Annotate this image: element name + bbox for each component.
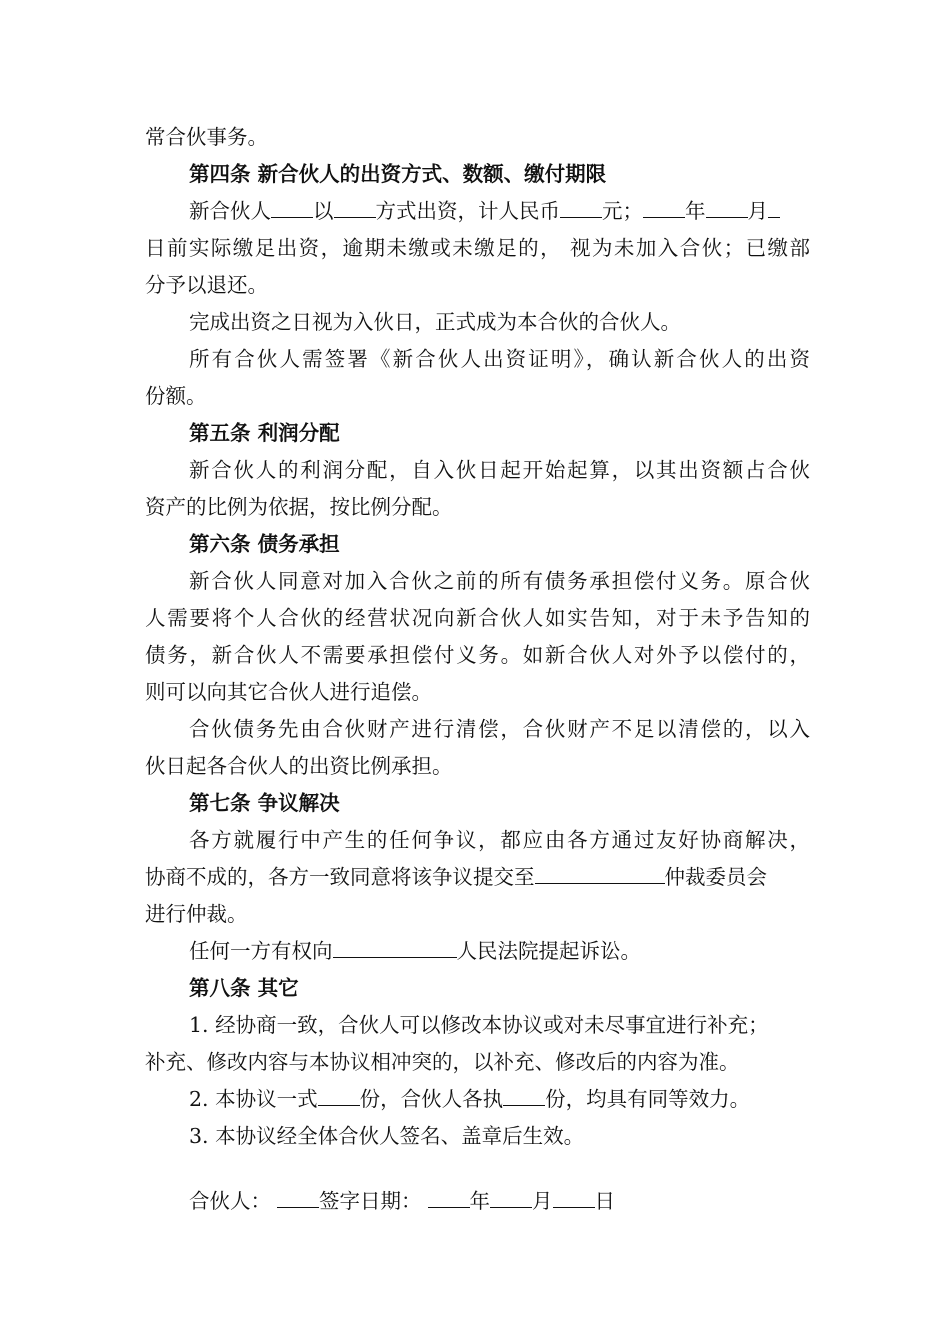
paragraph-line: 各方就履行中产生的任何争议，都应由各方通过友好协商解决， bbox=[189, 828, 810, 852]
paragraph-line: 任何一方有权向 人民法院提起诉讼。 bbox=[189, 939, 641, 963]
paragraph-line: 协商不成的，各方一致同意将该争议提交至 仲裁委员会 bbox=[145, 865, 767, 889]
day-blank[interactable] bbox=[553, 1187, 595, 1208]
list-item: 1. 经协商一致，合伙人可以修改本协议或对未尽事宜进行补充； bbox=[189, 1013, 769, 1037]
year-blank[interactable] bbox=[428, 1187, 470, 1208]
paragraph-line: 补充、修改内容与本协议相冲突的，以补充、修改后的内容为准。 bbox=[145, 1050, 740, 1074]
court-blank[interactable] bbox=[333, 937, 457, 958]
list-item: 2. 本协议一式 份，合伙人各执 份，均具有同等效力。 bbox=[189, 1087, 751, 1111]
paragraph-line: 合伙债务先由合伙财产进行清偿，合伙财产不足以清偿的，以入 bbox=[189, 717, 810, 741]
section-heading-4: 第四条 新合伙人的出资方式、数额、缴付期限 bbox=[189, 162, 607, 186]
section-heading-5: 第五条 利润分配 bbox=[189, 421, 340, 445]
list-item: 3. 本协议经全体合伙人签名、盖章后生效。 bbox=[189, 1124, 585, 1148]
blank-field[interactable] bbox=[643, 197, 685, 218]
paragraph-line: 分予以退还。 bbox=[145, 273, 268, 297]
paragraph-line: 所有合伙人需签署《新合伙人出资证明》，确认新合伙人的出资 bbox=[189, 347, 810, 371]
section-heading-6: 第六条 债务承担 bbox=[189, 532, 340, 556]
section-heading-8: 第八条 其它 bbox=[189, 976, 299, 1000]
paragraph-line: 份额。 bbox=[145, 384, 207, 408]
section-heading-7: 第七条 争议解决 bbox=[189, 791, 340, 815]
blank-field[interactable] bbox=[334, 197, 376, 218]
partner-signature-blank[interactable] bbox=[277, 1187, 319, 1208]
paragraph-line: 新合伙人同意对加入合伙之前的所有债务承担偿付义务。原合伙 bbox=[189, 569, 810, 593]
paragraph-line: 新合伙人 以 方式出资，计人民币 元； 年 月 bbox=[189, 193, 810, 229]
copies-each-blank[interactable] bbox=[503, 1085, 545, 1106]
paragraph-line: 人需要将个人合伙的经营状况向新合伙人如实告知，对于未予告知的 bbox=[145, 606, 810, 630]
month-blank[interactable] bbox=[490, 1187, 532, 1208]
paragraph-line: 资产的比例为依据，按比例分配。 bbox=[145, 495, 453, 519]
blank-field[interactable] bbox=[560, 197, 602, 218]
paragraph-line: 新合伙人的利润分配，自入伙日起开始起算，以其出资额占合伙 bbox=[189, 458, 810, 482]
paragraph-line: 债务，新合伙人不需要承担偿付义务。如新合伙人对外予以偿付的， bbox=[145, 643, 810, 667]
text-line: 常合伙事务。 bbox=[145, 125, 268, 149]
blank-field[interactable] bbox=[271, 197, 313, 218]
paragraph-line: 日前实际缴足出资，逾期未缴或未缴足的， 视为未加入合伙；已缴部 bbox=[145, 236, 810, 260]
blank-field[interactable] bbox=[768, 197, 780, 218]
paragraph-line: 完成出资之日视为入伙日，正式成为本合伙的合伙人。 bbox=[189, 310, 681, 334]
copies-blank[interactable] bbox=[318, 1085, 360, 1106]
paragraph-line: 进行仲裁。 bbox=[145, 902, 248, 926]
paragraph-line: 伙日起各合伙人的出资比例承担。 bbox=[145, 754, 453, 778]
paragraph-line: 则可以向其它合伙人进行追偿。 bbox=[145, 680, 432, 704]
blank-field[interactable] bbox=[706, 197, 748, 218]
arbitration-commission-blank[interactable] bbox=[535, 863, 665, 884]
signature-line: 合伙人： 签字日期： 年 月 日 bbox=[189, 1189, 615, 1213]
